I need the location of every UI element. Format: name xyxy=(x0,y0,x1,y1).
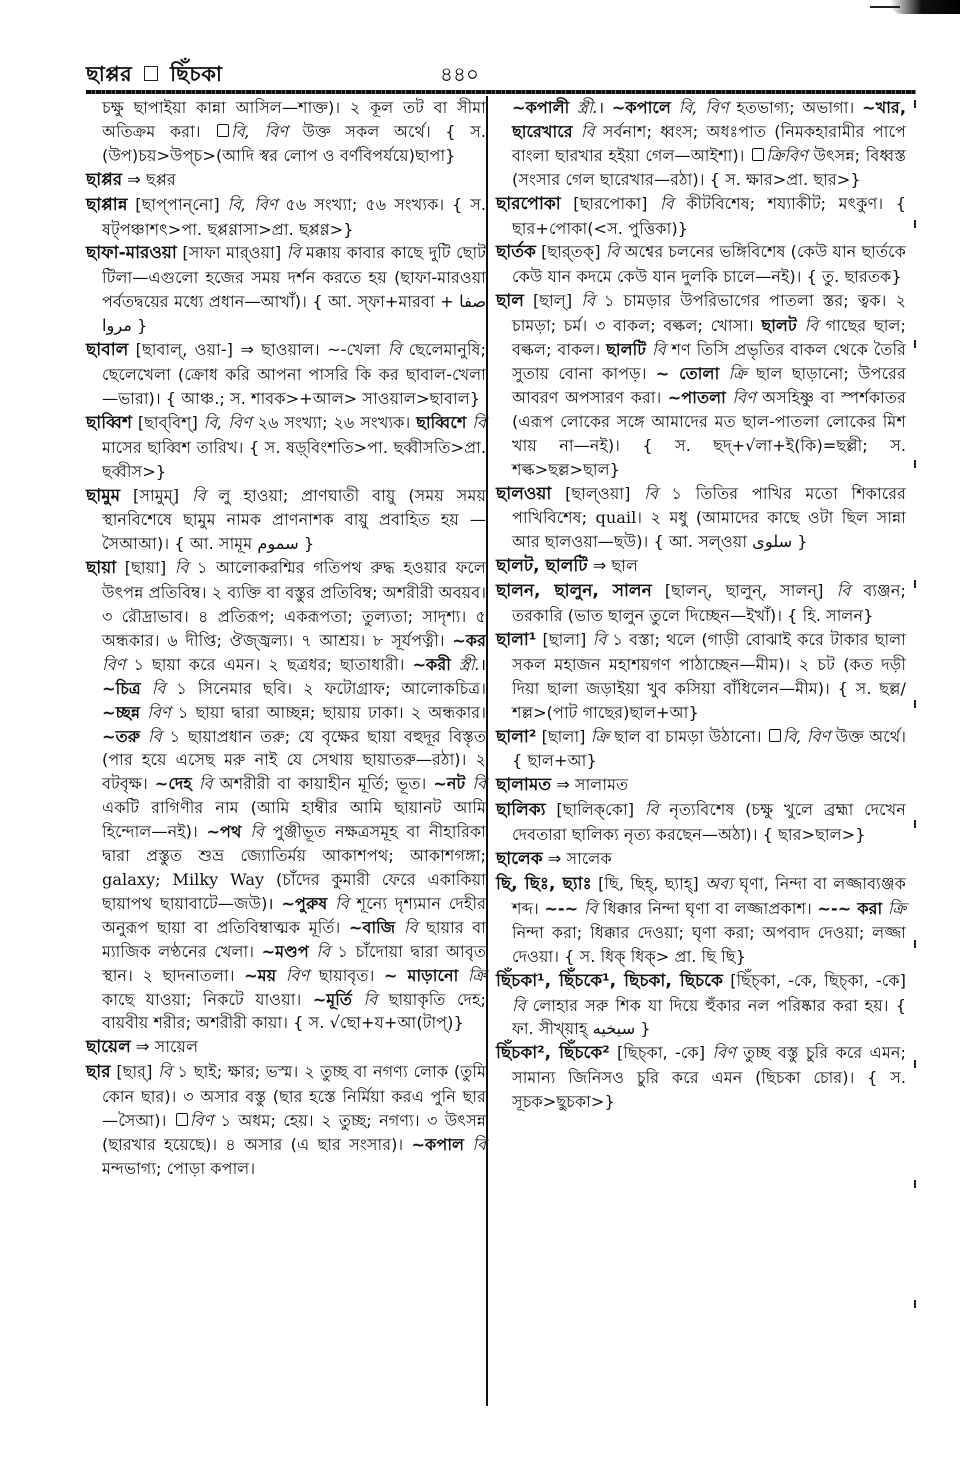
subentry: ~খার, ছারেখারে xyxy=(512,98,906,141)
headword: ছিঁচকা¹, ছিঁচকে¹, ছিচকা, ছিচকে xyxy=(496,970,723,991)
dictionary-entry: ছামুম [সামুম্‌] বি লু হাওয়া; প্রাণঘাতী বায়ু (সময় সময় স্থানবিশেষে ছামুম নামক প্রাণনাশক বায়ু প্রবাহিত হয় —সৈআআ)। { আ. সামূম سموم } xyxy=(86,485,486,554)
arabic-script: صفا + مروا xyxy=(102,292,487,336)
headword: ছাপ্পর xyxy=(86,169,123,190)
cross-reference-arrow-icon: ⇒ xyxy=(556,775,570,795)
running-head-first-word: ছাপ্পর xyxy=(86,62,133,86)
cross-reference-arrow-icon: ⇒ xyxy=(592,556,607,576)
headword: ছালিক্য xyxy=(496,800,546,821)
cross-reference-arrow-icon: ⇒ xyxy=(240,340,254,360)
subentry: ~পথ xyxy=(206,822,242,842)
page-number: ৪৪০ xyxy=(440,62,479,86)
part-of-speech: বি, বিণ xyxy=(227,194,278,214)
pronunciation: [সাফা মার্‌ওয়া] xyxy=(182,243,282,263)
headword: ছার xyxy=(86,1062,111,1083)
part-of-speech: অব্য xyxy=(705,874,733,893)
dictionary-entry: ছার [ছার্‌] বি ১ ছাই; ক্ষার; ভস্ম। ২ তুচ্ছ বা নগণ্য লোক (তুমি কোন ছার)। ৩ অসার বস্তু (ছার হস্তে নির্মিয়া করএ পুনি ছার—সৈআ)। বিণ ১ অধম; হেয়। ২ তুচ্ছ; নগণ্য। ৩ উৎসন্ন (ছারখার হয়েছে)। ৪ অসার (এ ছার সংসার)। ~কপাল বি মন্দভাগ্য; পোড়া কপাল। xyxy=(86,1062,486,1178)
dictionary-entry xyxy=(496,192,906,241)
part-of-speech: বি xyxy=(581,291,595,311)
headword: ছাবাল xyxy=(86,340,129,361)
subentry: ~ তোলা xyxy=(655,363,720,383)
square-marker-icon xyxy=(769,729,781,742)
subentry: ~ময় xyxy=(244,965,277,985)
headword: ছায়া xyxy=(86,558,117,579)
cross-reference: ছাওয়াল। ~-খেলা xyxy=(261,340,381,360)
part-of-speech: বি xyxy=(512,995,526,1015)
english-gloss: galaxy; Milky Way xyxy=(102,870,265,889)
separator-box-icon xyxy=(144,66,158,81)
definition: ১ তিতির পাখির মতো শিকারের পাখিবিশেষ; xyxy=(512,483,907,528)
arabic-script: سیخیه xyxy=(592,1019,636,1039)
part-of-speech: বি xyxy=(836,581,851,601)
pronunciation: [ছিঁচ্‌কা, -কে, ছিচ্‌কা, -কে] xyxy=(730,970,906,990)
definition: মক্কায় কাবার কাছে দুটি ছোট টিলা—এগুলো হজের সময় দর্শন করতে হয় (ছাফা-মারওয়া পর্বতদ্বয়ের মধ্যে প্রধান—আখাঁ)। { আ. স্‌ফা+মারবা xyxy=(102,243,486,312)
definition: তুচ্ছ বস্তু চুরি করে এমন; সামান্য জিনিসও চুরি করে এমন (ছিচকা চোর)। { স. সূচক>ছুচকা>} xyxy=(512,1043,906,1112)
headword: ছি, ছিঃ, ছ্যাঃ xyxy=(496,874,592,894)
pronunciation: [সামুম্‌] xyxy=(133,485,180,505)
headword: ছালামত xyxy=(496,775,552,796)
subentry: ~তরু xyxy=(102,726,141,746)
pronunciation: [ছালন্‌, ছালুন্‌, সালন্‌] xyxy=(664,581,824,601)
pronunciation: [ছাল্‌ওয়া] xyxy=(565,483,631,503)
page-edge xyxy=(914,100,916,1400)
headword: ছাব্বিশ xyxy=(86,412,132,433)
page-header xyxy=(86,58,912,88)
headword: ছালা¹ xyxy=(496,629,537,650)
cross-reference: সায়েল xyxy=(154,1037,199,1057)
definition: ৫৬ সংখ্যা; ৫৬ সংখ্যক। { স. ষট্‌পঞ্চাশৎ>পা. ছপ্পণ্ণাসা>প্রা. ছপ্পণ্ণ>} xyxy=(102,194,486,239)
subentry: ~নট xyxy=(433,774,466,794)
definition: ব্যঞ্জন; তরকারি (ভাত ছালুন তুলে দিচ্ছেন—ইখাঁ)। { হি. সালন} xyxy=(512,581,906,626)
pronunciation: [ছি, ছিহ্‌, ছ্যাহ্‌] xyxy=(598,874,699,893)
dictionary-entry: ছাব্বিশ [ছাব্‌বিশ্‌] বি, বিণ ২৬ সংখ্যা; ২৬ সংখ্যক। ছাব্বিশে বি মাসের ছাব্বিশ তারিখ। { স. ষড়্‌বিংশতি>পা. ছব্বীসতি>প্রা. ছব্বীস>} xyxy=(86,412,486,481)
definition: নৃত্যবিশেষ (চক্ষু খুলে ব্রহ্মা দেখেন দেবতারা ছালিক্য নৃত্য করছেন—অঠা)। { ছার>ছাল>} xyxy=(512,800,906,845)
dictionary-entry xyxy=(86,193,486,242)
headword: ছালওয়া xyxy=(496,483,552,504)
part-of-speech: বিণ xyxy=(712,1043,736,1063)
column-divider xyxy=(486,96,488,1406)
definition: ঘৃণা, নিন্দা বা লজ্জাব্যঞ্জক শব্দ। xyxy=(512,874,906,918)
dictionary-entry xyxy=(496,1041,906,1114)
pronunciation: [ছাপ্‌পান্‌নো] xyxy=(135,194,220,214)
part-of-speech: বি xyxy=(286,243,301,263)
part-of-speech: বি xyxy=(174,558,189,578)
dictionary-entry xyxy=(496,798,906,847)
subentry: ~চিত্র xyxy=(102,678,141,698)
definition: ১ আলোকরশ্মির গতিপথ রুদ্ধ হওয়ার ফলে উৎপন্ন প্রতিবিম্ব। ২ ব্যক্তি বা বস্তুর প্রতিবিম্ব; অশরীরী অবয়ব। ৩ রৌদ্রাভাব। ৪ প্রতিরূপ; একরূপতা; তুল্যতা; সাদৃশ্য। ৫ অন্ধকার। ৬ দীপ্তি; ঔজ্জ্বল্য। ৭ আশ্রয়। ৮ সূর্যপত্নী। xyxy=(102,558,486,650)
part-of-speech: বি xyxy=(644,800,659,820)
part-of-speech: বি xyxy=(191,485,206,505)
headword: ছার্তক xyxy=(496,242,536,263)
left-column xyxy=(86,96,486,1181)
cross-reference-arrow-icon: ⇒ xyxy=(135,1037,150,1057)
english-gloss: quail xyxy=(595,508,637,528)
definition: কীটবিশেষ; শয্যাকীট; মৎকুণ। { ছার+পোকা(<স. পুত্তিকা)} xyxy=(512,193,906,238)
definition: ১ ছাই; ক্ষার; ভস্ম। ২ তুচ্ছ বা নগণ্য লোক (তুমি কোন ছার)। ৩ অসার বস্তু (ছার হস্তে নির্মিয়া করএ পুনি ছার—সৈআ)। xyxy=(102,1062,486,1131)
headword: ছামুম xyxy=(86,485,121,506)
part-of-speech: বি xyxy=(644,483,658,503)
cross-reference: সালামত xyxy=(574,775,629,795)
arabic-script: سلوى xyxy=(752,532,793,552)
headword: ছালট, ছালটি xyxy=(496,556,588,577)
part-of-speech: বি xyxy=(605,242,620,262)
pronunciation: [ছিচ্‌কা, -কে] xyxy=(617,1043,706,1063)
headword: ছালন, ছালুন, সালন xyxy=(496,581,652,602)
dictionary-entry xyxy=(496,773,906,798)
subentry: ~কর xyxy=(452,630,486,650)
subentry: ছাব্বিশে xyxy=(416,412,467,432)
pronunciation: [ছায়া] xyxy=(124,558,167,578)
dictionary-entry: ছাল [ছাল্‌] বি ১ চামড়ার উপরিভাগের পাতলা স্তর; ত্বক। ২ চামড়া; চর্ম। ৩ বাকল; বল্কল; খোসা। ছালট বি গাছের ছাল; বল্কল; বাকল। ছালটি বি শণ তিসি প্রভৃতির বাকল থেকে তৈরি সুতায় বোনা কাপড়। ~ তোলা ক্রি ছাল ছাড়ানো; উপরের আবরণ অপসারণ করা। ~পাতলা বিণ অসহিষ্ণু বা স্পর্শকাতর (এরূপ লোকের সঙ্গে আমাদের মত ছাল-পাতলা লোকের মিশ খায় না—নই)। { স. ছদ্‌+√লা+ই(কি)=ছল্লী; স. শল্ক>ছল্ল>ছাল} xyxy=(496,291,907,479)
subentry: ছালটি xyxy=(606,340,647,360)
arabic-script: سموم xyxy=(257,534,299,554)
entry-continuation: চক্ষু ছাপাইয়া কান্না আসিল—শাক্ত)। ২ কূল তট বা সীমা অতিক্রম করা। বি, বিণ উক্ত সকল অর্থে। { স. (উপ)চয়>উপ্‌চ>(আদি স্বর লোপ ও বর্ণবিপর্যয়ে)ছাপা} xyxy=(102,98,486,165)
scan-artifact-line xyxy=(870,6,900,8)
headword: ছায়েল xyxy=(86,1037,131,1058)
pronunciation: [ছারপোকা] xyxy=(573,193,648,213)
subentry: ~মূর্তি xyxy=(312,989,353,1009)
part-of-speech: বি xyxy=(387,340,402,360)
header-rule xyxy=(86,90,916,94)
subentry: ~করী xyxy=(412,654,451,674)
running-head xyxy=(86,58,222,93)
headword: ছালেক xyxy=(496,849,543,870)
subentry: ~ মাড়ানো xyxy=(383,965,459,985)
part-of-speech: ক্রি xyxy=(590,726,609,746)
dictionary-entry xyxy=(496,847,906,872)
headword: ছালা² xyxy=(496,726,537,747)
entry-continuation: ~কপালী স্ত্রী.। ~কপালে বি, বিণ হতভাগ্য; অভাগা। ~খার, ছারেখারে বি সর্বনাশ; ধ্বংস; অধঃপাত (নিমকহারামীর পাপে বাংলা ছারখার হইয়া গেল—আইশা)। ক্রিবিণ উৎসন্ন; বিধ্বস্ত (সংসার গেল ছারেখার—রঠা)। { স. ক্ষার>প্রা. ছার>} xyxy=(512,98,906,189)
pronunciation: [ছালিক্‌কো] xyxy=(556,800,635,820)
running-head-last-word: ছিঁচকা xyxy=(170,62,223,86)
dictionary-entry xyxy=(86,1035,486,1060)
dictionary-entry xyxy=(496,579,906,628)
dictionary-entry xyxy=(86,338,486,411)
subentry: ~-~ xyxy=(544,898,579,918)
definition: লু হাওয়া; প্রাণঘাতী বায়ু (সময় সময় স্থানবিশেষে ছামুম নামক প্রাণনাশক বায়ু প্রবাহিত হয় —সৈআআ)। { আ. সামূম xyxy=(102,485,486,554)
definition: ২৬ সংখ্যা; ২৬ সংখ্যক। xyxy=(257,412,411,432)
dictionary-entry xyxy=(496,240,906,289)
subentry: ~পাতলা xyxy=(667,387,726,407)
subentry: ~কপালী xyxy=(512,98,570,117)
dictionary-entry: ছালা² [ছালা] ক্রি ছাল বা চামড়া উঠানো। বি, বিণ উক্ত অর্থে। { ছাল+আ} xyxy=(496,726,906,771)
dictionary-entry xyxy=(86,168,486,193)
part-of-speech: বি xyxy=(660,193,674,213)
pronunciation: [ছালা] xyxy=(542,629,587,649)
subentry: ছালট xyxy=(761,316,797,336)
dictionary-entry: ছাফা-মারওয়া [সাফা মার্‌ওয়া] বি মক্কায় কাবার কাছে দুটি ছোট টিলা—এগুলো হজের সময় দর্শন করতে হয় (ছাফা-মারওয়া পর্বতদ্বয়ের মধ্যে প্রধান—আখাঁ)। { আ. স্‌ফা+মারবা صفا + مروا } xyxy=(86,243,487,336)
square-marker-icon xyxy=(176,1113,188,1126)
headword: ছাফা-মারওয়া xyxy=(86,243,177,264)
pronunciation: [ছার্‌তক্‌] xyxy=(541,242,601,262)
headword: ছিঁচকা², ছিঁচকে² xyxy=(496,1043,610,1064)
part-of-speech: বি, বিণ xyxy=(203,412,252,432)
scan-artifact xyxy=(890,0,960,14)
dictionary-entry: ছিঁচকা¹, ছিঁচকে¹, ছিচকা, ছিচকে [ছিঁচ্‌কা, -কে, ছিচ্‌কা, -কে] বি লোহার সরু শিক যা দিয়ে হুঁকার নল পরিষ্কার করা হয়। { ফা. সীখ্‌য়াহ্‌ سیخیه } xyxy=(496,970,906,1039)
subentry: ~দেহ xyxy=(154,774,192,794)
pronunciation: [ছাবাল্‌, ওয়া-] xyxy=(135,340,233,360)
definition: ছাল বা চামড়া উঠানো। xyxy=(614,726,762,746)
right-column xyxy=(496,96,906,1114)
pronunciation: [ছাল্‌] xyxy=(532,291,573,311)
definition: লোহার সরু শিক যা দিয়ে হুঁকার নল পরিষ্কার করা হয়। { ফা. সীখ্‌য়াহ্‌ xyxy=(512,995,906,1039)
dictionary-entry: ছায়া [ছায়া] বি ১ আলোকরশ্মির গতিপথ রুদ্ধ হওয়ার ফলে উৎপন্ন প্রতিবিম্ব। ২ ব্যক্তি বা বস্তুর প্রতিবিম্ব; অশরীরী অবয়ব। ৩ রৌদ্রাভাব। ৪ প্রতিরূপ; একরূপতা; তুল্যতা; সাদৃশ্য। ৫ অন্ধকার। ৬ দীপ্তি; ঔজ্জ্বল্য। ৭ আশ্রয়। ৮ সূর্যপত্নী। ~কর বিণ ১ ছায়া করে এমন। ২ ছত্রধর; ছাতাধারী। ~করী স্ত্রী.। ~চিত্র বি ১ সিনেমার ছবি। ২ ফটোগ্রাফ; আলোকচিত্র। ~চ্ছন্ন বিণ ১ ছায়া দ্বারা আচ্ছন্ন; ছায়ায় ঢাকা। ২ অন্ধকার। ~তরু বি ১ ছায়াপ্রধান তরু; যে বৃক্ষের ছায়া বহুদূর বিস্তৃত (পার হয়ে এসেছ মরু নাই যে সেথায় ছায়াতরু—রঠা)। ২ বটবৃক্ষ। ~দেহ বি অশরীরী বা কায়াহীন মূর্তি; ভূত। ~নট বি একটি রাগিণীর নাম (আমি হাম্বীর আমি ছায়ানট আমি হিন্দোল—নই)। ~পথ বি পুঞ্জীভূত নক্ষত্রসমূহ বা নীহারিকা দ্বারা প্রস্তুত শুভ্র জ্যোতির্ময় আকাশপথ; আকাশগঙ্গা; galaxy; Milky Way (চাঁদের কুমারী ফেরে একাকিয়া ছায়াপথ ছায়াবাটে—জউ)। ~পুরুষ বি শূন্যে দৃশ্যমান দেহীর অনুরূপ ছায়া বা প্রতিবিম্বাত্মক মূর্তি। ~বাজি বি ছায়ার বা ম্যাজিক লণ্ঠনের খেলা। ~মণ্ডপ বি ১ চাঁদোয়া দ্বারা আবৃত স্থান। ২ ছাদনাতলা। ~ময় বিণ ছায়াবৃত। ~ মাড়ানো ক্রি কাছে যাওয়া; নিকটে যাওয়া। ~মূর্তি বি ছায়াকৃতি দেহ; বায়বীয় শরীর; অশরীরী কায়া। { স. √ছো+য+আ(টাপ্‌)} xyxy=(86,558,487,1033)
pronunciation: [ছাব্‌বিশ্‌] xyxy=(137,412,198,432)
pronunciation: [ছার্‌] xyxy=(116,1062,153,1082)
definition: অশ্বের চলনের ভঙ্গিবিশেষ (কেউ যান ছার্তকে কেউ যান কদমে কেউ যান দুলকি চালে—নই)। { তু. ছারতক} xyxy=(512,242,906,287)
cross-reference-arrow-icon: ⇒ xyxy=(127,169,141,189)
headword: ছারপোকা xyxy=(496,193,561,214)
subentry: ~মণ্ডপ xyxy=(261,941,309,961)
dictionary-entry xyxy=(496,554,906,579)
subentry: ~কপালে xyxy=(611,98,671,117)
pronunciation: [ছালা] xyxy=(541,726,586,746)
cross-reference: ছপ্পর xyxy=(146,169,176,189)
cross-reference: ছাল xyxy=(611,556,639,576)
subentry: ~পুরুষ xyxy=(281,893,328,913)
definition: ছেলেমানুষি; ছেলেখেলা (ক্রোধ করি আপনা পাসরি কি কর ছাবাল-খেলা—ভারা)। { আঞ্চ.; স. শাবক>+আল> সাওয়াল>ছাবাল} xyxy=(102,340,486,408)
part-of-speech: বি xyxy=(592,629,607,649)
square-marker-icon xyxy=(752,148,764,161)
cross-reference: সালেক xyxy=(566,849,612,869)
part-of-speech: বি xyxy=(158,1062,172,1082)
headword: ছাপ্পান্ন xyxy=(86,194,128,215)
definition: ১ চামড়ার উপরিভাগের পাতলা স্তর; ত্বক। ২ চামড়া; চর্ম। ৩ বাকল; বল্কল; খোসা। xyxy=(512,291,906,336)
square-marker-icon xyxy=(217,124,229,137)
subentry: ~বাজি xyxy=(348,917,396,937)
subentry: ~-~ করা xyxy=(817,898,883,918)
dictionary-entry: ছালওয়া [ছাল্‌ওয়া] বি ১ তিতির পাখির মতো শিকারের পাখিবিশেষ; quail। ২ মধু (আমাদের কাছে ওটা ছিল সান্না আর ছালওয়া—ছউ)। { আ. সল্‌ওয়া سلوى } xyxy=(496,483,907,552)
subentry: ~চ্ছন্ন xyxy=(102,702,141,722)
dictionary-entry xyxy=(496,628,906,725)
dictionary-entry: ছি, ছিঃ, ছ্যাঃ [ছি, ছিহ্‌, ছ্যাহ্‌] অব্য ঘৃণা, নিন্দা বা লজ্জাব্যঞ্জক শব্দ। ~-~ বি ধিক্কার নিন্দা ঘৃণা বা লজ্জাপ্রকাশ। ~-~ করা ক্রি নিন্দা করা; ধিক্কার দেওয়া; ঘৃণা করা; অপবাদ দেওয়া; লজ্জা দেওয়া। { স. ধিক্‌ ধিক্‌> প্রা. ছি ছি} xyxy=(496,874,906,966)
definition: ১ বস্তা; থলে (গাড়ী বোঝাই করে টাকার ছালা সকল মহাজন মহাশয়গণ পাঠাচ্ছেন—মীম)। ২ চট (কত দড়ী দিয়া ছালা জড়াইয়া খুব কসিয়া বাঁধিলেন—মীম)। { স. ছল্ল/শল্ল>(পাট গাছের)ছাল+আ} xyxy=(512,629,906,722)
cross-reference-arrow-icon: ⇒ xyxy=(547,849,562,869)
subentry: ~কপাল xyxy=(411,1134,465,1154)
headword: ছাল xyxy=(496,291,524,312)
